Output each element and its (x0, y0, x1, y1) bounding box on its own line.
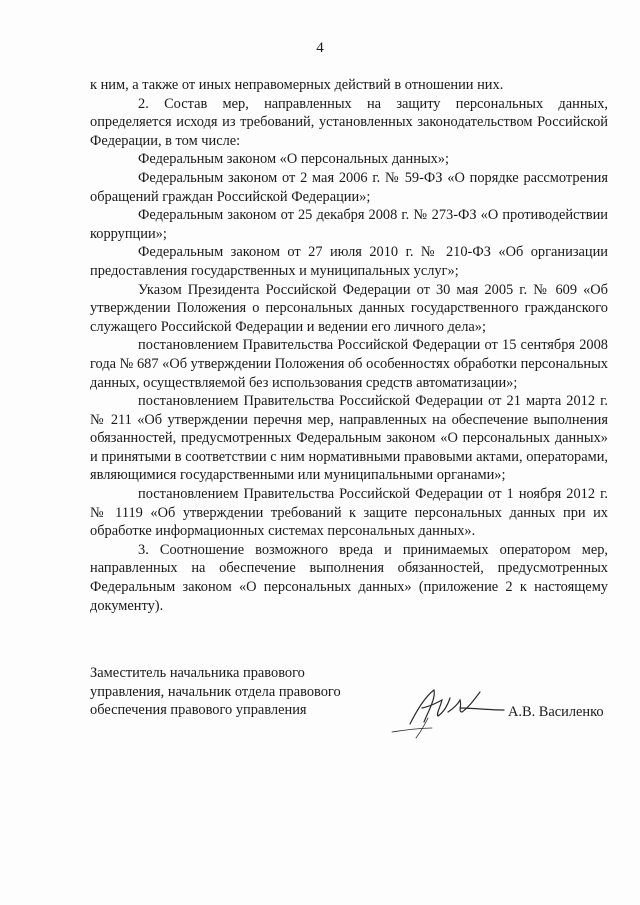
signatory-name: А.В. Василенко (508, 704, 604, 720)
page-number: 4 (316, 40, 324, 56)
document-body (90, 76, 608, 615)
list-item: Указом Президента Российской Федерации от 30 мая 2005 г. № 609 «Об утверждении Положения о персональных данных государственного гражданского служащего Российской Федерации и ведении его личного дела»; (90, 281, 608, 335)
list-item: постановлением Правительства Российской Федерации от 15 сентября 2008 года № 687 «Об утверждении Положения об особенностях обработки персональных данных, осуществляемой без использования средств автоматизации»; (90, 337, 608, 391)
list-item: Федеральным законом от 2 мая 2006 г. № 59-ФЗ «О порядке рассмотрения обращений граждан Российской Федерации»; (90, 169, 608, 205)
paragraph: 2. Состав мер, направленных на защиту персональных данных, определяется исходя из требований, установленных законодательством Российской Федерации, в том числе: (90, 95, 608, 149)
list-item: Федеральным законом от 25 декабря 2008 г. № 273-ФЗ «О противодействии коррупции»; (90, 207, 608, 242)
signatory-position-line: обеспечения правового управления (90, 702, 307, 719)
list-item: Федеральным законом от 27 июля 2010 г. № 210-ФЗ «Об организации предоставления государственных и муниципальных услуг»; (90, 244, 608, 279)
signatory-position-line: Заместитель начальника правового (90, 665, 305, 681)
handwritten-signature (388, 678, 508, 742)
list-item: постановлением Правительства Российской Федерации от 1 ноября 2012 г. № 1119 «Об утверждении требований к защите персональных данных при их обработке информационных системах персональных данных». (90, 486, 608, 540)
signatory-position (90, 664, 350, 720)
paragraph: к ним, а также от иных неправомерных действий в отношении них. (90, 77, 504, 93)
signatory-position-line: управления, начальник отдела правового (90, 683, 341, 700)
paragraph: 3. Соотношение возможного вреда и принимаемых оператором мер, направленных на обеспечение выполнения обязанностей, предусмотренных Федеральным законом «О персональных данных» (приложение 2 к настоящему документу). (90, 541, 608, 614)
list-item: постановлением Правительства Российской Федерации от 21 марта 2012 г. № 211 «Об утверждении перечня мер, направленных на обеспечение выполнения обязанностей, предусмотренных Федеральным законом «О персональных данных» и принятыми в соответствии с ним нормативными правовыми актами, операторами, являющимися государственными или муниципальными органами»; (90, 393, 608, 484)
list-item: Федеральным законом «О персональных данных»; (138, 151, 449, 168)
